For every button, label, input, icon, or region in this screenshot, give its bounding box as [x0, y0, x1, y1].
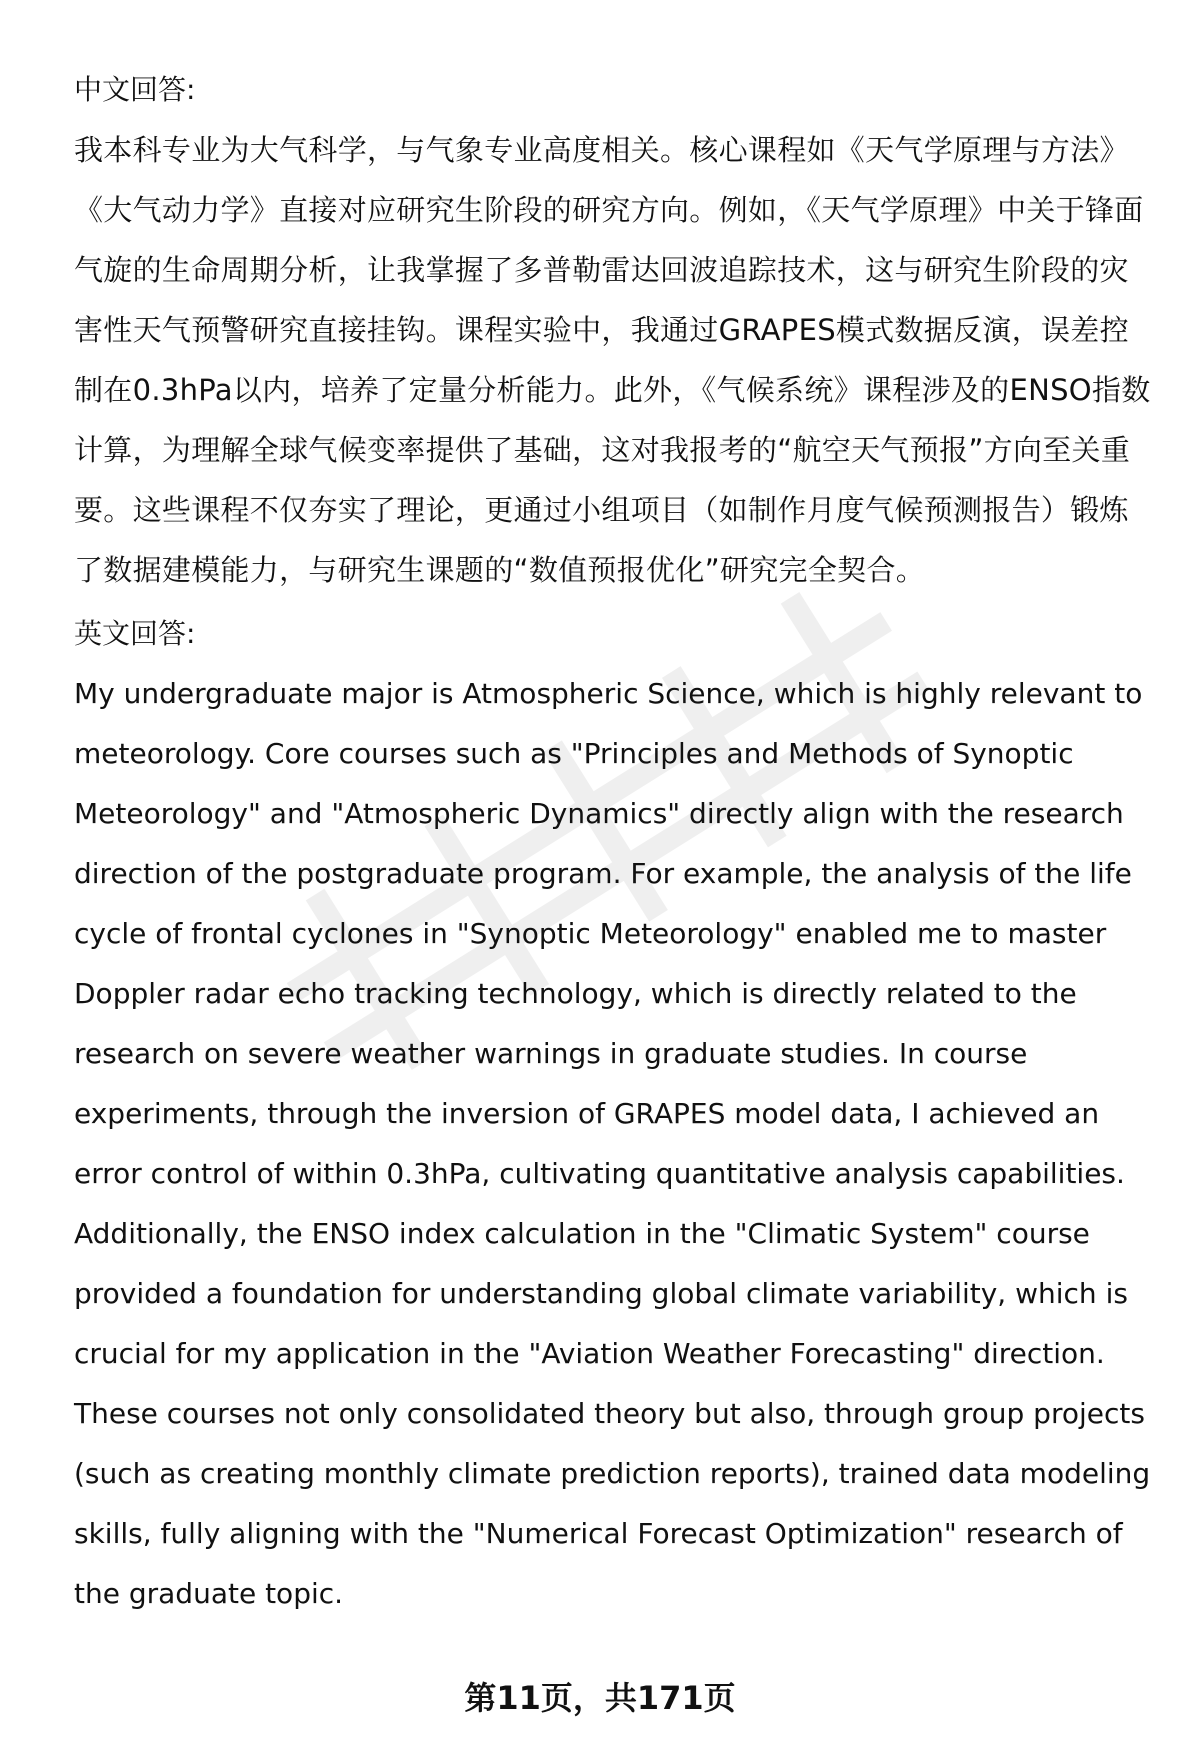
english-answer-heading: 英文回答: — [74, 617, 196, 650]
page-number-footer: 第11页，共171页 — [464, 1679, 736, 1717]
chinese-answer-body: 我本科专业为大气科学，与气象专业高度相关。核心课程如《天气学原理与方法》《大气动力学》直接对应研究生阶段的研究方向。例如，《天气学原理》中关于锋面气旋的生命周期分析，让我掌握了多普勒雷达回波追踪技术，这与研究生阶段的灾害性天气预警研究直接挂钩。课程实验中，我通过GRAPES模式数据反演，误差控制在0.3hPa以内，培养了定量分析能力。此外，《气候系统》课程涉及的ENSO指数计算，为理解全球气候变率提供了基础，这对我报考的“航空天气预报”方向至关重要。这些课程不仅夯实了理论，更通过小组项目（如制作月度气候预测报告）锻炼了数据建模能力，与研究生课题的“数值预报优化”研究完全契合。 — [74, 133, 1151, 587]
chinese-answer-heading: 中文回答: — [74, 73, 196, 106]
document-content — [74, 60, 1154, 1624]
english-answer-body: My undergraduate major is Atmospheric Science, which is highly relevant to meteorology. Core courses such as "Principles and Methods of Synoptic Meteorology" and "Atmospheric Dynamics" directly align with the research direction of the postgraduate program. For example, the analysis of the life cycle of frontal cyclones in "Synoptic Meteorology" enabled me to master Doppler radar echo tracking technology, which is directly related to the research on severe weather warnings in graduate studies. In course experiments, through the inversion of GRAPES model data, I achieved an error control of within 0.3hPa, cultivating quantitative analysis capabilities. Additionally, the ENSO index calculation in the "Climatic System" course provided a foundation for understanding global climate variability, which is crucial for my application in the "Aviation Weather Forecasting" direction. These courses not only consolidated theory but also, through group projects (such as creating monthly climate prediction reports), trained data modeling skills, fully aligning with the "Numerical Forecast Optimization" research of the graduate topic. — [74, 677, 1151, 1610]
